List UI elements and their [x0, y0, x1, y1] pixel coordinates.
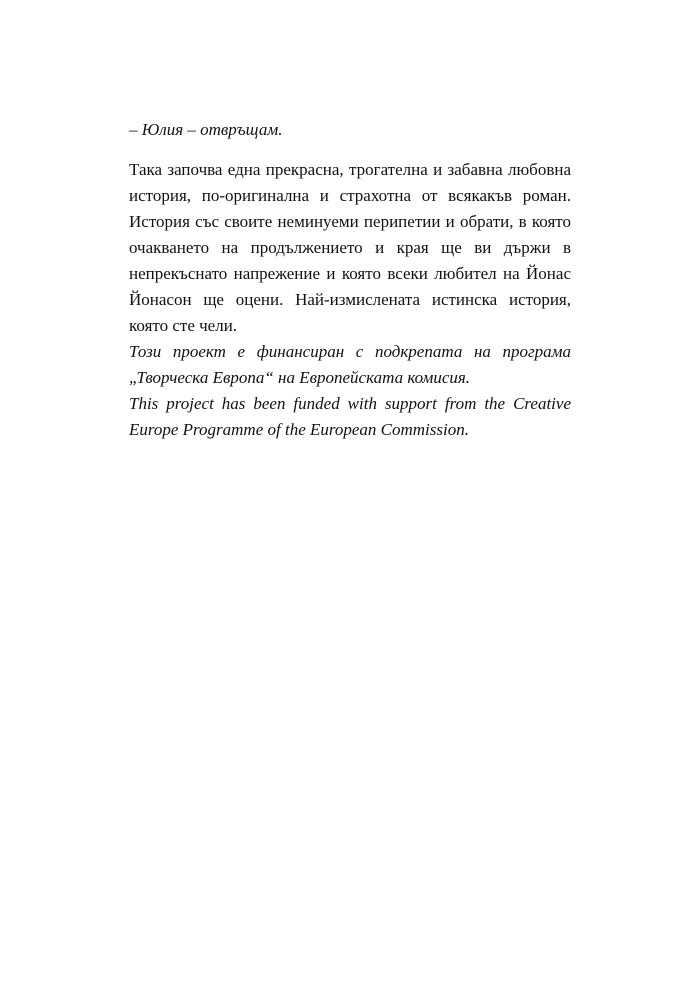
- funding-note-en: This project has been funded with support from the Creative Europe Programme of the European Commission.: [129, 394, 571, 439]
- funding-note-bg: Този проект е финансиран с подкрепата на програма „Творческа Европа“ на Европейската комисия.: [129, 342, 571, 387]
- body-paragraph: Така започва една прекрасна, трогателна и забавна любовна история, по-оригинална и страхотна от всякакъв роман. История със своите неминуеми перипетии и обрати, в която очакването на продължението и края ще ви държи в непрекъснато напрежение и която всеки любител на Йонас Йонасон ще оцени. Най-измислената истинска история, която сте чели.: [129, 160, 571, 335]
- text-block: [129, 117, 571, 443]
- dialogue-line: – Юлия – отвръщам.: [129, 120, 283, 139]
